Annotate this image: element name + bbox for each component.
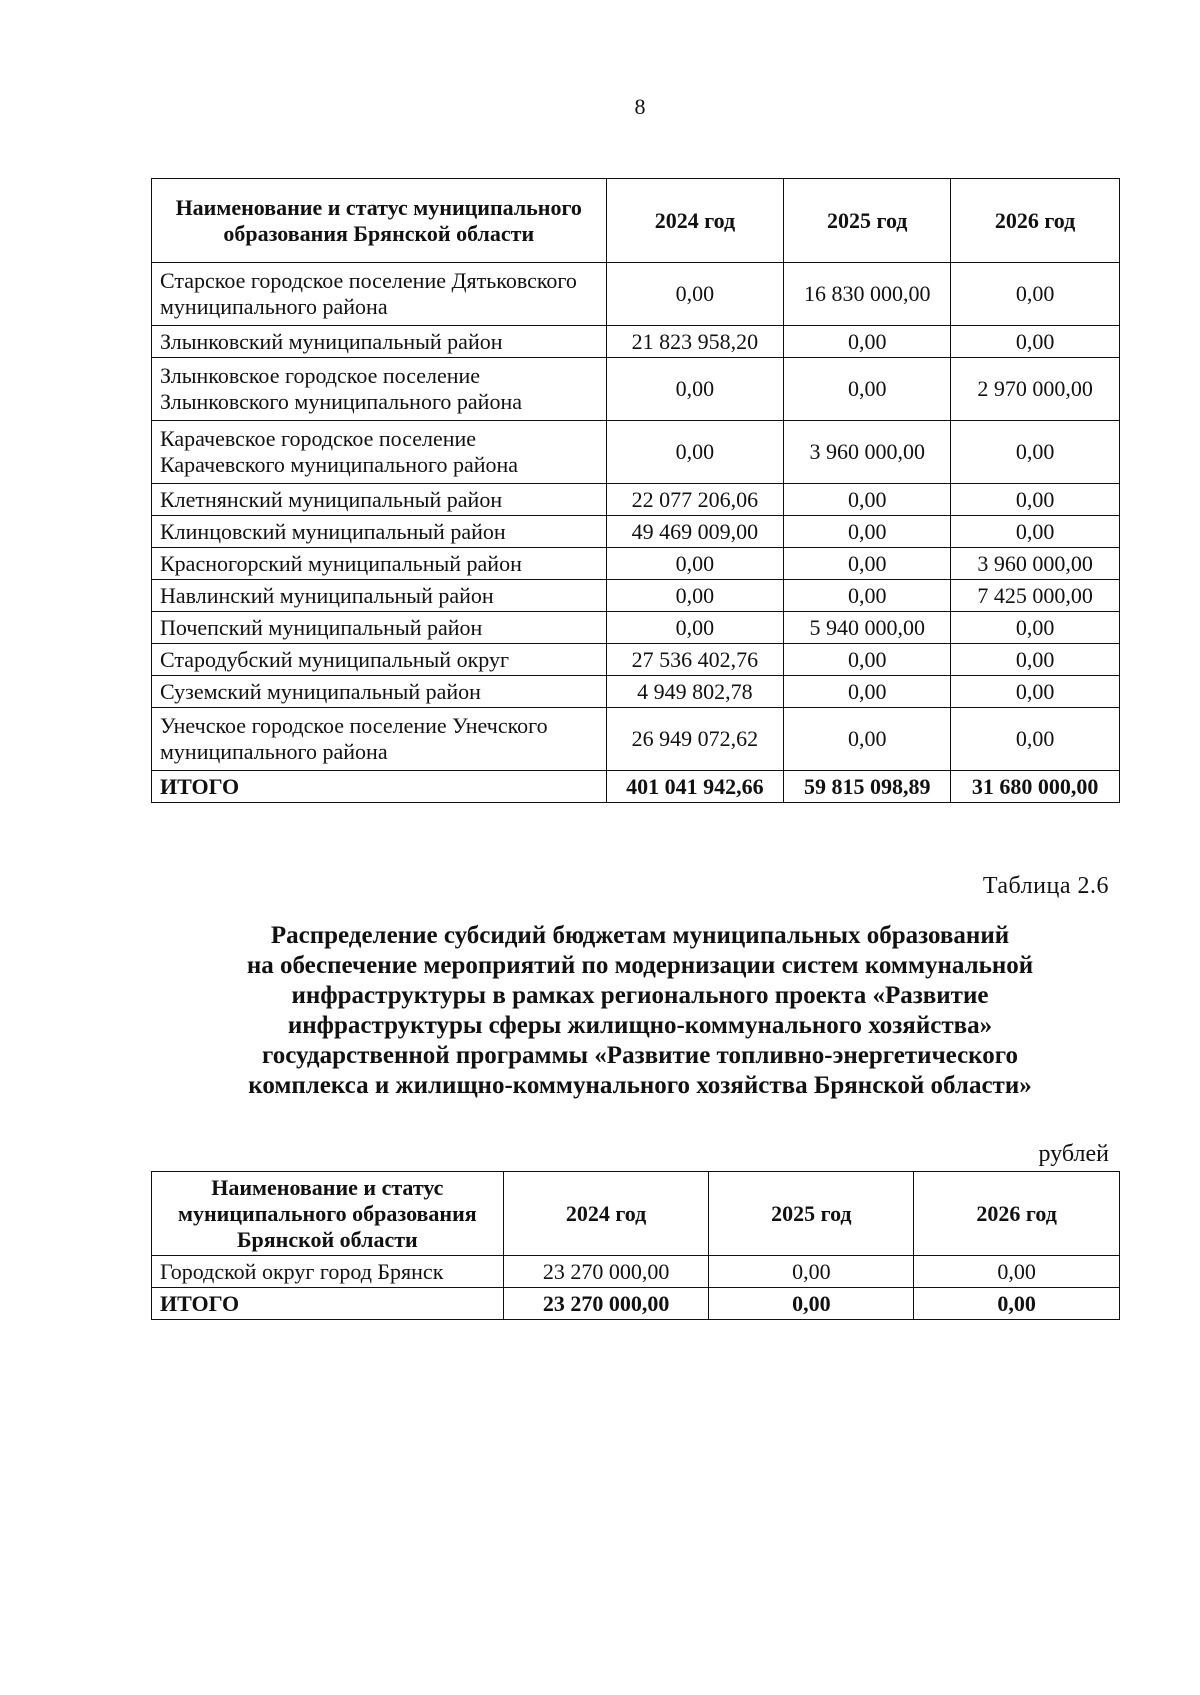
table-row: [152, 612, 1120, 644]
total-label: ИТОГО: [152, 771, 607, 803]
value-2024: 21 823 958,20: [606, 326, 784, 358]
table-row: [152, 580, 1120, 612]
value-2026: 0,00: [951, 421, 1120, 484]
total-label: ИТОГО: [152, 1288, 504, 1320]
table-row: [152, 676, 1120, 708]
value-2025: 0,00: [784, 516, 951, 548]
heading-line: комплекса и жилищно-коммунального хозяйства Брянской области»: [248, 1072, 1032, 1099]
value-2026: 3 960 000,00: [951, 548, 1120, 580]
value-2024: 23 270 000,00: [503, 1256, 709, 1288]
table-row: [152, 644, 1120, 676]
value-2026: 0,00: [951, 516, 1120, 548]
unit-label: рублей: [1038, 1141, 1109, 1167]
value-2024: 0,00: [606, 548, 784, 580]
heading-line: инфраструктуры в рамках регионального проекта «Развитие: [291, 982, 989, 1009]
table-row: [152, 708, 1120, 771]
municipality-name: Злынковский муниципальный район: [152, 326, 607, 358]
value-2024: 26 949 072,62: [606, 708, 784, 771]
value-2025: 0,00: [784, 548, 951, 580]
table-header-row: [152, 1172, 1120, 1256]
total-2025: 0,00: [709, 1288, 914, 1320]
table-row: [152, 548, 1120, 580]
heading-line: инфраструктуры сферы жилищно-коммунального хозяйства»: [287, 1012, 993, 1039]
total-2026: 0,00: [914, 1288, 1120, 1320]
total-2026: 31 680 000,00: [951, 771, 1120, 803]
municipality-name: Почепский муниципальный район: [152, 612, 607, 644]
municipality-name: Клетнянский муниципальный район: [152, 484, 607, 516]
municipality-name: Навлинский муниципальный район: [152, 580, 607, 612]
value-2026: 2 970 000,00: [951, 358, 1120, 421]
table-row: [152, 1256, 1120, 1288]
subsidy-table-2-6: [151, 1171, 1120, 1320]
municipality-name: Стародубский муниципальный округ: [152, 644, 607, 676]
column-header-2026: 2026 год: [914, 1172, 1120, 1256]
value-2026: 0,00: [951, 708, 1120, 771]
value-2026: 0,00: [951, 644, 1120, 676]
municipality-name: Красногорский муниципальный район: [152, 548, 607, 580]
municipality-name: Злынковское городское поселение Злынковского муниципального района: [152, 358, 607, 421]
table-header-row: [152, 179, 1120, 263]
value-2026: 0,00: [951, 612, 1120, 644]
value-2026: 7 425 000,00: [951, 580, 1120, 612]
municipality-name: Суземский муниципальный район: [152, 676, 607, 708]
value-2026: 0,00: [951, 326, 1120, 358]
value-2025: 0,00: [784, 326, 951, 358]
value-2025: 0,00: [784, 358, 951, 421]
value-2024: 0,00: [606, 358, 784, 421]
value-2024: 0,00: [606, 421, 784, 484]
total-row: [152, 1288, 1120, 1320]
total-row: [152, 771, 1120, 803]
municipality-name: Карачевское городское поселение Карачевского муниципального района: [152, 421, 607, 484]
heading-line: государственной программы «Развитие топливно-энергетического: [262, 1042, 1018, 1069]
table-row: [152, 263, 1120, 326]
table-caption: Таблица 2.6: [982, 873, 1109, 899]
value-2024: 0,00: [606, 580, 784, 612]
value-2025: 0,00: [784, 676, 951, 708]
value-2025: 0,00: [784, 580, 951, 612]
table-row: [152, 516, 1120, 548]
column-header-2024: 2024 год: [503, 1172, 709, 1256]
subsidy-table-continued: [151, 178, 1120, 803]
table-row: [152, 358, 1120, 421]
column-header-2025: 2025 год: [709, 1172, 914, 1256]
total-2024: 23 270 000,00: [503, 1288, 709, 1320]
table-row: [152, 484, 1120, 516]
municipality-name: Клинцовский муниципальный район: [152, 516, 607, 548]
column-header-2025: 2025 год: [784, 179, 951, 263]
value-2025: 0,00: [784, 644, 951, 676]
value-2026: 0,00: [951, 263, 1120, 326]
value-2026: 0,00: [951, 484, 1120, 516]
municipality-name: Старское городское поселение Дятьковского муниципального района: [152, 263, 607, 326]
value-2025: 5 940 000,00: [784, 612, 951, 644]
page-number: 8: [634, 94, 646, 119]
value-2025: 3 960 000,00: [784, 421, 951, 484]
value-2026: 0,00: [951, 676, 1120, 708]
column-header-name: Наименование и статус муниципального образования Брянской области: [152, 179, 607, 263]
value-2025: 0,00: [784, 484, 951, 516]
total-2025: 59 815 098,89: [784, 771, 951, 803]
value-2025: 0,00: [709, 1256, 914, 1288]
column-header-2026: 2026 год: [951, 179, 1120, 263]
table-heading: [150, 921, 1130, 1101]
value-2026: 0,00: [914, 1256, 1120, 1288]
column-header-2024: 2024 год: [606, 179, 784, 263]
value-2025: 0,00: [784, 708, 951, 771]
total-2024: 401 041 942,66: [606, 771, 784, 803]
table-row: [152, 421, 1120, 484]
heading-line: Распределение субсидий бюджетам муниципальных образований: [270, 922, 1010, 949]
heading-line: на обеспечение мероприятий по модернизации систем коммунальной: [246, 952, 1034, 979]
value-2024: 4 949 802,78: [606, 676, 784, 708]
value-2024: 0,00: [606, 263, 784, 326]
municipality-name: Унечское городское поселение Унечского муниципального района: [152, 708, 607, 771]
value-2024: 27 536 402,76: [606, 644, 784, 676]
table-row: [152, 326, 1120, 358]
value-2024: 22 077 206,06: [606, 484, 784, 516]
municipality-name: Городской округ город Брянск: [152, 1256, 504, 1288]
value-2024: 49 469 009,00: [606, 516, 784, 548]
value-2025: 16 830 000,00: [784, 263, 951, 326]
column-header-name: Наименование и статус муниципального образования Брянской области: [152, 1172, 504, 1256]
value-2024: 0,00: [606, 612, 784, 644]
